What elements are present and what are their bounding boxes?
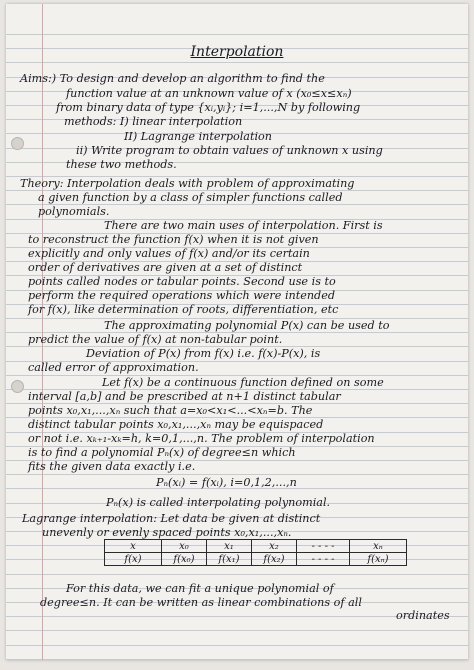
title-text: Interpolation [190, 44, 284, 60]
note-line: fits the given data exactly i.e. [28, 460, 196, 473]
note-line: points x₀,x₁,...,xₙ such that a=x₀<x₁<...<xₙ=b. The [28, 404, 313, 417]
table-cell: - - - - [297, 540, 350, 553]
note-line: for f(x), like determination of roots, differentiation, etc [28, 303, 339, 316]
table-cell: f(x) [105, 553, 162, 566]
table-header-row [105, 540, 407, 553]
note-line: methods: I) linear interpolation [64, 115, 243, 128]
note-line: polynomials. [38, 205, 110, 218]
table-cell: x [105, 540, 162, 553]
ruled-line [6, 34, 468, 35]
punch-hole-bottom [11, 380, 24, 393]
note-line: to reconstruct the function f(x) when it is not given [28, 233, 319, 246]
table-cell: xₙ [350, 540, 407, 553]
note-line: distinct tabular points x₀,x₁,...,xₙ may be equispaced [28, 418, 324, 431]
note-line: points called nodes or tabular points. Second use is to [28, 275, 336, 288]
note-line: a given function by a class of simpler functions called [38, 191, 343, 204]
note-line: from binary data of type {xᵢ,yᵢ}; i=1,...,N by following [56, 101, 361, 114]
table-cell: x₁ [207, 540, 252, 553]
note-line: interval [a,b] and be prescribed at n+1 distinct tabular [28, 390, 341, 403]
note-line: Let f(x) be a continuous function defined on some [102, 376, 384, 389]
note-line: The approximating polynomial P(x) can be used to [104, 319, 390, 332]
note-line: degree≤n. It can be written as linear combinations of all [40, 596, 362, 609]
table-cell: x₂ [252, 540, 297, 553]
table-values-row [105, 553, 407, 566]
note-line: Aims:) To design and develop an algorithm to find the [20, 72, 325, 85]
table-cell: - - - - [297, 553, 350, 566]
note-line: is to find a polynomial Pₙ(x) of degree≤n which [28, 446, 296, 459]
note-line: explicitly and only values of f(x) and/or its certain [28, 247, 310, 260]
ruled-line [6, 474, 468, 475]
note-line: function value at an unknown value of x (x₀≤x≤xₙ) [66, 87, 352, 100]
note-line: For this data, we can fit a unique polynomial of [66, 582, 334, 595]
note-line: unevenly or evenly spaced points x₀,x₁,...,xₙ. [42, 526, 292, 539]
ruled-line [6, 62, 468, 63]
table-cell: f(x₀) [162, 553, 207, 566]
notebook-page [6, 4, 468, 660]
note-line: II) Lagrange interpolation [124, 130, 272, 143]
page-title [6, 44, 468, 60]
note-line: Pₙ(xᵢ) = f(xᵢ), i=0,1,2,...,n [156, 476, 297, 489]
table-cell: x₀ [162, 540, 207, 553]
note-line: these two methods. [66, 158, 177, 171]
table-cell: f(x₁) [207, 553, 252, 566]
note-line: predict the value of f(x) at non-tabular point. [28, 333, 283, 346]
note-line: called error of approximation. [28, 361, 199, 374]
punch-hole-top [11, 137, 24, 150]
note-line: ii) Write program to obtain values of unknown x using [76, 144, 383, 157]
margin-line [42, 4, 43, 660]
ruled-line [6, 630, 468, 631]
note-line: perform the required operations which were intended [28, 289, 336, 302]
note-line: There are two main uses of interpolation. First is [104, 219, 383, 232]
note-line: order of derivatives are given at a set of distinct [28, 261, 303, 274]
note-line: Deviation of P(x) from f(x) i.e. f(x)-P(x), is [86, 347, 321, 360]
note-line: Pₙ(x) is called interpolating polynomial. [106, 496, 331, 509]
note-line: Theory: Interpolation deals with problem of approximating [20, 177, 355, 190]
note-line: Lagrange interpolation: Let data be given at distinct [22, 512, 321, 525]
ruled-line [6, 645, 468, 646]
note-line: ordinates [396, 609, 450, 622]
table-cell: f(xₙ) [350, 553, 407, 566]
note-line: or not i.e. xₖ₊₁-xₖ=h, k=0,1,...,n. The problem of interpolation [28, 432, 375, 445]
table-cell: f(x₂) [252, 553, 297, 566]
ruled-line [6, 659, 468, 660]
ruled-line [6, 574, 468, 575]
data-table [104, 539, 407, 566]
